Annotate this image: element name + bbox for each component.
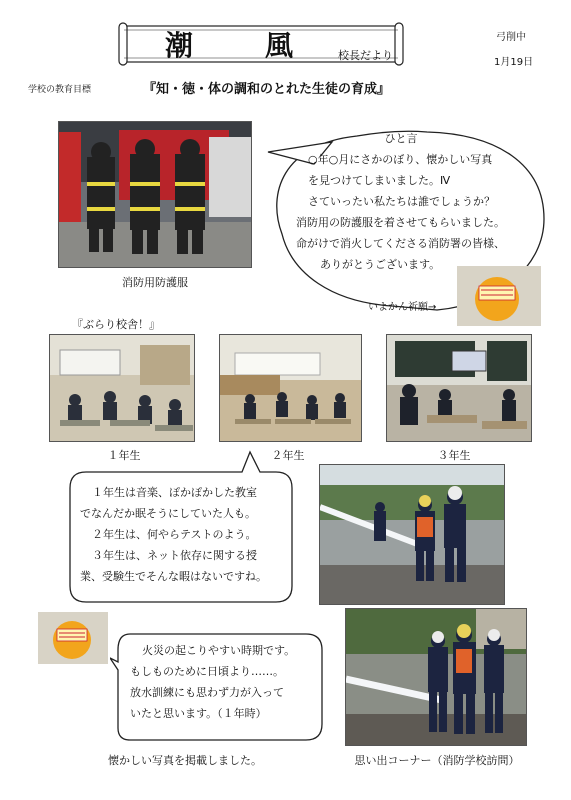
fire-comment-line: 放水訓練にも思わず力が入って: [130, 686, 284, 699]
fire-comment-text: [130, 640, 320, 724]
classroom-comment-line: でなんだか眠そうにしていた人も。: [80, 507, 256, 520]
fire-drill-photo-1: [319, 464, 505, 605]
iyokan-charm-photo-small: [38, 612, 108, 664]
newsletter-title: 潮 風: [165, 29, 316, 62]
fire-drill-photo-2: [345, 608, 527, 746]
grade2-classroom-photo: [219, 334, 362, 442]
firefighter-caption: 消防用防護服: [122, 276, 188, 289]
hitokoto-heading: ひと言: [384, 132, 418, 145]
classroom-comment-text: [80, 482, 292, 587]
nostalgic-caption: 懐かしい写真を掲載しました。: [108, 754, 262, 767]
grade3-caption: ３年生: [437, 449, 471, 462]
memory-corner-caption: 思い出コーナー（消防学校訪問）: [354, 754, 520, 767]
education-goal-label: 学校の教育目標: [28, 85, 92, 95]
fire-comment-line: いたと思います。（１年時）: [130, 707, 267, 720]
classroom-comment-line: １年生は音楽、ぽかぽかした教室: [92, 486, 257, 499]
classroom-comment-line: 業、受験生でそんな暇はないですね。: [80, 570, 267, 583]
grade1-caption: １年生: [107, 449, 141, 462]
school-name: 弓削中: [496, 32, 526, 43]
hitokoto-line: さていったい私たちは誰でしょうか？: [308, 195, 495, 208]
hitokoto-line: 消防用の防護服を着させてもらいました。: [296, 216, 505, 229]
hitokoto-line: 命がけで消火してくださる消防署の皆様、: [296, 237, 505, 250]
hitokoto-line: ○年○月にさかのぼり、懐かしい写真: [308, 153, 493, 166]
fire-comment-line: もしものために日頃より……。: [130, 665, 284, 678]
firefighter-photo: [58, 121, 252, 268]
grade1-classroom-photo: [49, 334, 195, 442]
hitokoto-line: を見つけてしまいました。Ⅳ: [308, 174, 451, 187]
hitokoto-signature: いよかん祈願→: [368, 302, 437, 313]
hitokoto-line: ありがとうございます。: [320, 258, 441, 271]
hitokoto-text: [296, 128, 506, 275]
newsletter-subtitle: 校長だより: [338, 49, 393, 62]
grade2-caption: ２年生: [271, 449, 305, 462]
grade3-classroom-photo: [386, 334, 532, 442]
classroom-comment-line: ２年生は、何やらテストのよう。: [92, 528, 257, 541]
iyokan-charm-photo: [457, 266, 541, 326]
education-goal-text: 『知・徳・体の調和のとれた生徒の育成』: [143, 82, 391, 97]
burari-heading: 『ぶらり校舎！』: [72, 318, 160, 331]
fire-comment-line: 火災の起こりやすい時期です。: [142, 644, 296, 657]
classroom-comment-line: ３年生は、ネット依存に関する授: [92, 549, 257, 562]
issue-date: 1月19日: [494, 57, 534, 68]
